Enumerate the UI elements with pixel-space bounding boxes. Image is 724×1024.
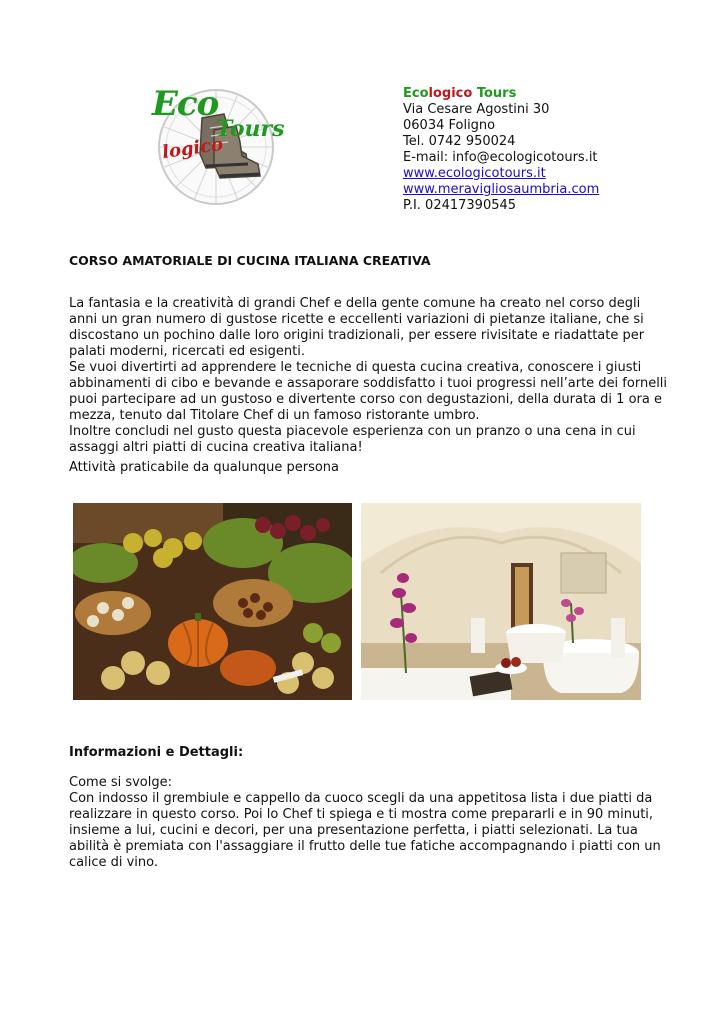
company-address: Via Cesare Agostini 30 — [403, 102, 550, 117]
intro-paragraph-1: La fantasia e la creatività di grandi Chef e della gente comune ha creato nel corso degli anni un gran numero di gustose ricette e eccellenti variazioni di pietanze italiane, che si discostano un pochino dalle loro origini tradizionali, per essere rivisitate e riadattate per palati moderni, ricercati ed esigenti. — [69, 296, 645, 359]
company-name-eco: Eco — [403, 86, 429, 101]
intro-paragraph-3: Inoltre concludi nel gusto questa piacevole esperienza con un pranzo o una cena in cui assaggi altri piatti di cucina creativa italiana! — [69, 424, 636, 455]
document-title: CORSO AMATORIALE DI CUCINA ITALIANA CREATIVA — [69, 253, 431, 268]
how-label: Come si svolge: — [69, 775, 173, 790]
company-name — [403, 86, 663, 102]
logo-tours-text: Tours — [216, 116, 285, 142]
intro-text — [69, 296, 669, 456]
company-logo — [150, 84, 285, 208]
intro-paragraph-2: Se vuoi divertirti ad apprendere le tecniche di questa cucina creativa, conoscere i giusti abbinamenti di cibo e bevande e assaporare soddisfatto i tuoi progressi nell’arte dei fornelli puoi partecipare ad un gustoso e divertente corso con degustazioni, della durata di 1 ora e mezza, tenuto dal Titolare Chef di un famoso ristorante umbro. — [69, 360, 668, 423]
logo-logico-text: logico — [160, 133, 225, 164]
company-email: E-mail: info@ecologicotours.it — [403, 150, 598, 165]
how-text: Con indosso il grembiule e cappello da cuoco scegli da una appetitosa lista i due piatti da realizzare in questo corso. Poi lo Chef ti spiega e ti mostra come prepararli e in 90 minuti, insieme a lui, cucini e decori, per una presentazione perfetta, i piatti selezionati. La tua abilità è premiata con l'assaggiare il frutto delle tue fatiche accompagnando i piatti con un calice di vino. — [69, 791, 661, 870]
company-city: 06034 Foligno — [403, 118, 496, 133]
company-vat: P.I. 02417390545 — [403, 198, 517, 213]
company-info — [403, 86, 663, 214]
logo-eco-text: Eco — [152, 84, 219, 124]
website-link-meravigliosaumbria[interactable]: www.meravigliosaumbria.com — [403, 182, 600, 197]
company-phone: Tel. 0742 950024 — [403, 134, 516, 149]
info-heading: Informazioni e Dettagli: — [69, 745, 244, 760]
company-name-logico: logico — [428, 86, 473, 101]
activity-note: Attività praticabile da qualunque persona — [69, 460, 340, 475]
info-body — [69, 775, 669, 871]
website-link-ecologicotours[interactable]: www.ecologicotours.it — [403, 166, 546, 181]
company-name-tours: Tours — [472, 86, 517, 101]
restaurant-dining-room-photo — [361, 503, 641, 700]
market-produce-photo — [73, 503, 352, 700]
